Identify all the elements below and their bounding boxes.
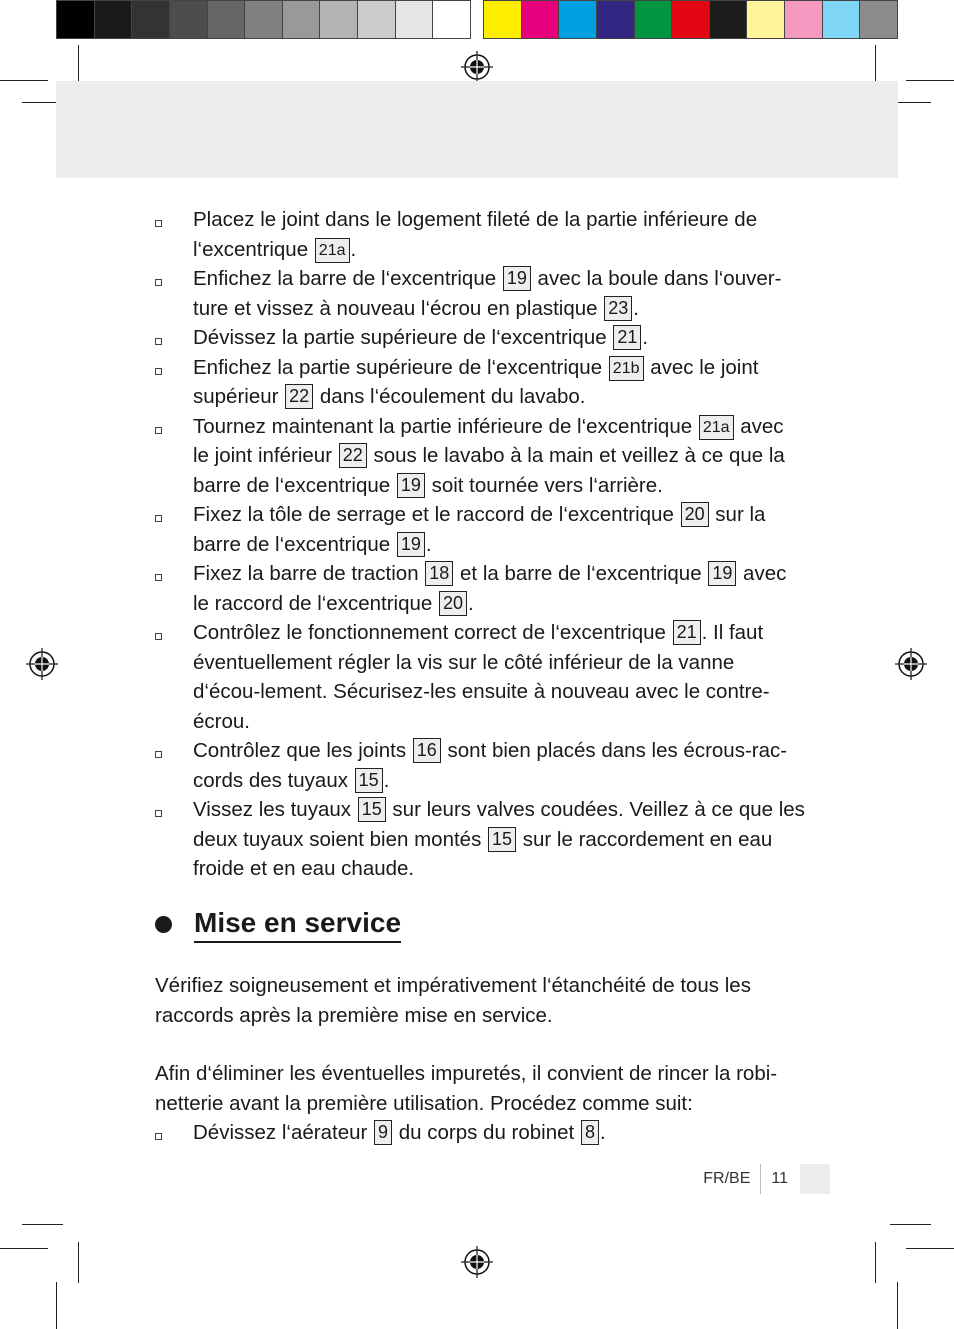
- page-footer: [703, 1164, 830, 1194]
- section-title: Mise en service: [194, 905, 401, 943]
- part-number-ref: 19: [503, 266, 531, 291]
- list-text: soit tournée vers l‘arrière.: [425, 473, 663, 497]
- list-text: .: [599, 1121, 606, 1144]
- final-step-list: [155, 1118, 805, 1148]
- color-calibration-bar: [483, 0, 898, 39]
- list-item: [155, 412, 805, 501]
- list-item: [155, 323, 805, 353]
- list-text: sont bien placés dans les écrous-rac-cords des tuyaux: [193, 739, 788, 792]
- grey-swatch: [433, 1, 470, 38]
- list-text: avec la boule dans l‘ouver-ture et vissez à nouveau l‘écrou en plastique: [193, 267, 782, 320]
- part-number-ref: 9: [374, 1120, 392, 1145]
- part-number-ref: 15: [488, 827, 516, 852]
- instruction-list: [155, 205, 805, 884]
- color-swatch: [522, 1, 560, 38]
- color-swatch: [710, 1, 748, 38]
- list-text: du corps du robinet: [393, 1121, 580, 1144]
- list-text: avec le joint supérieur: [193, 355, 759, 408]
- part-number-ref: 19: [397, 532, 425, 557]
- list-item: [155, 559, 805, 618]
- part-number-ref: 22: [285, 384, 313, 409]
- color-swatch: [635, 1, 673, 38]
- list-text: Enfichez la partie supérieure de l‘excentrique: [193, 355, 608, 379]
- part-number-ref: 16: [413, 738, 441, 763]
- grey-swatch: [245, 1, 283, 38]
- footer-tab: [800, 1164, 830, 1194]
- list-text: Fixez la barre de traction: [193, 562, 425, 585]
- list-item: [155, 1118, 805, 1148]
- list-text: et la barre de l‘excentrique: [454, 562, 708, 585]
- list-text: Contrôlez le fonctionnement correct de l‘excentrique: [193, 621, 672, 644]
- crop-mark: [906, 1248, 954, 1249]
- grey-swatch: [95, 1, 133, 38]
- grey-swatch: [208, 1, 246, 38]
- part-number-ref: 19: [708, 561, 736, 586]
- crop-mark: [890, 1224, 931, 1225]
- crop-mark: [897, 1282, 898, 1329]
- crop-mark: [78, 1242, 79, 1283]
- paragraph-leak-check: Vérifiez soigneusement et impérativement l‘étanchéité de tous les raccords après la première mise en service.: [155, 974, 751, 1027]
- part-number-ref: 21: [673, 620, 701, 645]
- color-swatch: [747, 1, 785, 38]
- part-number-ref: 22: [339, 443, 367, 468]
- list-item: [155, 205, 805, 264]
- list-item: [155, 618, 805, 736]
- instruction-section: [155, 205, 805, 884]
- list-text: .: [350, 237, 357, 261]
- registration-mark-icon: [895, 648, 927, 680]
- list-text: sur leurs valves coudées. Veillez à ce que les deux tuyaux soient bien montés: [193, 798, 805, 851]
- part-number-ref: 20: [681, 502, 709, 527]
- list-text: sur la barre de l‘excentrique: [193, 503, 766, 556]
- grey-calibration-bar: [56, 0, 471, 39]
- grey-swatch: [283, 1, 321, 38]
- part-number-ref: 8: [581, 1120, 599, 1145]
- part-number-ref: 18: [425, 561, 453, 586]
- list-text: dans l‘écoulement du lavabo.: [314, 385, 586, 408]
- list-item: [155, 353, 805, 412]
- registration-mark-icon: [461, 51, 493, 83]
- list-text: Dévissez l‘aérateur: [193, 1121, 374, 1144]
- part-number-ref: 21: [613, 325, 641, 350]
- crop-mark: [56, 1282, 57, 1329]
- list-item: [155, 795, 805, 884]
- part-number-ref: 15: [355, 768, 383, 793]
- list-text: Fixez la tôle de serrage et le raccord de l‘excentrique: [193, 503, 680, 526]
- list-text: .: [468, 591, 474, 615]
- list-text: . Il faut éventuellement régler la vis sur le côté inférieur de la vanne d‘écou-lement. Sécurisez-les ensuite à nouveau avec le contre-écrou.: [193, 621, 770, 733]
- page-number: 11: [771, 1170, 788, 1187]
- list-text: avec le raccord de l‘excentrique: [193, 562, 787, 615]
- paragraph-rinse: Afin d‘éliminer les éventuelles impuretés, il convient de rincer la robi-netterie avant la première utilisation. Procédez comme suit:: [155, 1062, 778, 1115]
- part-number-ref: 21a: [699, 415, 734, 440]
- final-step-section: [155, 1118, 805, 1148]
- grey-swatch: [358, 1, 396, 38]
- grey-swatch: [57, 1, 95, 38]
- part-number-ref: 21a: [315, 238, 350, 263]
- crop-mark: [78, 45, 79, 86]
- grey-swatch: [396, 1, 434, 38]
- grey-swatch: [320, 1, 358, 38]
- crop-mark: [875, 1242, 876, 1283]
- grey-swatch: [132, 1, 170, 38]
- list-text: Placez le joint dans le logement fileté de la partie inférieure de l‘excentrique: [193, 208, 758, 261]
- section-heading: [155, 905, 401, 943]
- crop-mark: [22, 1224, 63, 1225]
- color-swatch: [860, 1, 897, 38]
- color-swatch: [672, 1, 710, 38]
- registration-mark-icon: [26, 648, 58, 680]
- part-number-ref: 15: [358, 797, 386, 822]
- color-swatch: [823, 1, 861, 38]
- color-swatch: [785, 1, 823, 38]
- crop-mark: [875, 45, 876, 86]
- color-swatch: [559, 1, 597, 38]
- bullet-dot-icon: [155, 916, 172, 933]
- part-number-ref: 19: [397, 473, 425, 498]
- crop-mark: [0, 1248, 48, 1249]
- registration-mark-icon: [461, 1246, 493, 1278]
- list-item: [155, 264, 805, 323]
- part-number-ref: 20: [439, 591, 467, 616]
- list-text: sous le lavabo à la main et veillez à ce que la barre de l‘excentrique: [193, 444, 785, 497]
- part-number-ref: 21b: [609, 356, 644, 381]
- crop-mark: [0, 80, 48, 81]
- color-swatch: [484, 1, 522, 38]
- list-text: avec le joint inférieur: [193, 414, 784, 467]
- list-text: Tournez maintenant la partie inférieure de l‘excentrique: [193, 414, 698, 438]
- list-item: [155, 500, 805, 559]
- list-text: Enfichez la barre de l‘excentrique: [193, 267, 502, 290]
- list-text: .: [633, 296, 639, 320]
- list-text: .: [642, 326, 649, 349]
- part-number-ref: 23: [604, 296, 632, 321]
- grey-swatch: [170, 1, 208, 38]
- crop-mark: [906, 80, 954, 81]
- color-swatch: [597, 1, 635, 38]
- list-text: Contrôlez que les joints: [193, 739, 412, 762]
- language-code: FR/BE: [703, 1170, 751, 1187]
- list-text: Dévissez la partie supérieure de l‘excentrique: [193, 326, 613, 349]
- list-text: .: [425, 532, 432, 556]
- list-text: Vissez les tuyaux: [193, 798, 357, 821]
- list-text: .: [383, 768, 390, 792]
- list-text: sur le raccordement en eau froide et en eau chaude.: [193, 827, 773, 880]
- header-band: [56, 81, 898, 178]
- footer-divider: [760, 1164, 761, 1194]
- list-item: [155, 736, 805, 795]
